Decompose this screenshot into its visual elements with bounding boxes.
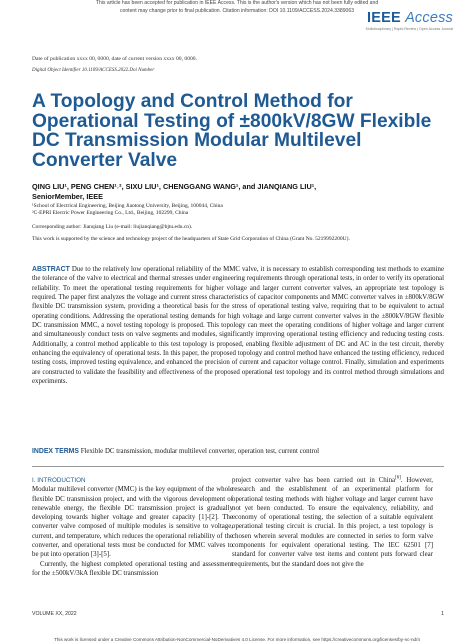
notice-line-1: This article has been accepted for publication in IEEE Access. This is the author's version which has not been fully edited and: [95, 0, 379, 6]
abstract-label: ABSTRACT: [32, 266, 70, 273]
paper-title: A Topology and Control Method for Operational Testing of ±800kV/8GW Flexible DC Transmission Modular Multilevel Converter Valve: [32, 91, 432, 172]
journal-logo: [366, 10, 453, 31]
journal-name: [366, 10, 453, 26]
journal-tagline: Multidisciplinary | Rapid Review | Open Access Journal: [365, 27, 453, 31]
page-number: 1: [441, 611, 444, 617]
publication-date: Date of publication xxxx 00, 0000, date of current version xxxx 00, 0000.: [32, 56, 197, 62]
index-terms-label: INDEX TERMS: [32, 448, 79, 455]
journal-name-accent: Access: [405, 10, 453, 26]
citation-6: [6]: [395, 475, 401, 481]
section-divider: [32, 466, 444, 467]
index-terms: [32, 447, 444, 456]
intro-paragraph-3-start: project converter valve has been carried out in China: [232, 477, 396, 484]
abstract-text: Due to the relatively low operational reliability of the MMC valve, it is necessary to establish corresponding test methods to examine the tolerance of the valve to electrical and thermal stresses under engineering requirements through operational tests, in order to verify its operational reliability. To meet the operational testing requirements for higher voltage and larger current converter valves, an appropriate test topology is required. The paper first analyzes the voltage and current stress characteristics of capacitor components and MMC converter valves in ±800kV/8GW flexible DC transmission system, providing a theoretical basis for the stress of operational testing valve, requiring that to be equivalent to actual operating conditions. Addressing the operational testing demands for high voltage and large current converter valves in the ±800kV/8GW flexible DC transmission MMC, a novel testing topology is proposed. This topology can meet the operating conditions of higher voltage and larger current and simultaneously conduct tests on valve segments and modules, significantly improving operational testing efficiency and reducing testing costs. Additionally, a control method applicable to this test topology is proposed, enabling flexible adjustment of DC and AC in the test circuit, thereby enhancing the equivalency of operational tests. In this paper, the proposed topology and control method have enhanced the testing efficiency, reduced testing costs, improved testing equivalence, and enhanced the precision of current and capacitor voltage control. Finally, simulation and experiments are constructed to validate the feasibility and effectiveness of the proposed operational test topology and its control method through simulations and experiments.: [32, 266, 445, 386]
intro-paragraph-1: Modular multilevel converter (MMC) is the key equipment of the whole flexible DC transmission project, and with the vigorous development of renewable energy, the flexible DC transmission project is gradually developing towards higher voltage and greater capacity [1]-[2]. The converter valve composed of multiple modules is sensitive to voltage, current, and temperature, which reduces the operational reliability of the converter, and operational tests must be conducted for MMC valves to be put into operation [3]-[5].: [32, 486, 233, 559]
abstract: [32, 265, 444, 386]
volume-label: VOLUME XX, 2022: [32, 611, 77, 617]
affiliation-2: ²C-EPRI Electric Power Engineering Co., Ltd., Beijing, 102299, China: [32, 210, 189, 217]
license-note: This work is licensed under a Creative Commons Attribution-NonCommercial-NoDerivatives 4.0 License. For more information, see https://creativecommons.org/licenses/by-nc-nd/4: [54, 637, 420, 642]
affiliation-1: ¹School of Electrical Engineering, Beijing Jiaotong University, Beijing, 100044, China: [32, 203, 223, 209]
index-terms-text: Flexible DC transmission, modular multilevel converter, operation test, current control: [80, 448, 320, 455]
intro-paragraph-3: [232, 476, 433, 569]
section-heading: I. INTRODUCTION: [32, 477, 86, 484]
authors-line-2: SeniorMember, IEEE: [32, 191, 103, 201]
corresponding-author: Corresponding author: Jianqiang Liu (e-mail: liujianqiang@bjtu.edu.cn).: [32, 224, 193, 230]
authors-line-1: QING LIU¹, PENG CHEN¹˒², SIXU LIU¹, CHENGGANG WANG¹, and JIANQIANG LIU¹,: [32, 182, 317, 191]
journal-name-main: IEEE: [366, 10, 401, 26]
intro-paragraph-2: Currently, the highest completed operational testing and assessment for the ±500kV/3kA flexible DC transmission: [32, 560, 233, 577]
intro-paragraph-3-rest: . However, research and the establishment of an experimental platform for operational testing methods with higher voltage and larger current have not yet been conducted. To ensure the equivalency, reliability, and economy of operational testing, the selection of a suitable equivalent operational testing circuit is crucial. In this project, a test topology is chosen wherein several modules are connected in series to form valve components for equivalent operational testing. The IEC 62501 [7] standard for converter valve test items and content puts forward clear requirements, but the standard does not give the: [232, 477, 434, 568]
page-footer: [32, 611, 444, 617]
doi-line: Digital Object Identifier 10.1109/ACCESS.2022.Doi Number: [32, 68, 155, 73]
author-list: [32, 182, 452, 201]
right-column: [232, 476, 433, 569]
funding-note: This work is supported by the science and technology project of the headquarters of State Grid Corporation of China (Grant No. 5219992200U).: [32, 236, 350, 242]
affiliations: [32, 203, 452, 217]
notice-line-2: content may change prior to final publication. Citation information: DOI 10.1109/ACCESS.2024.3389063: [119, 7, 355, 14]
left-column: [32, 476, 233, 578]
